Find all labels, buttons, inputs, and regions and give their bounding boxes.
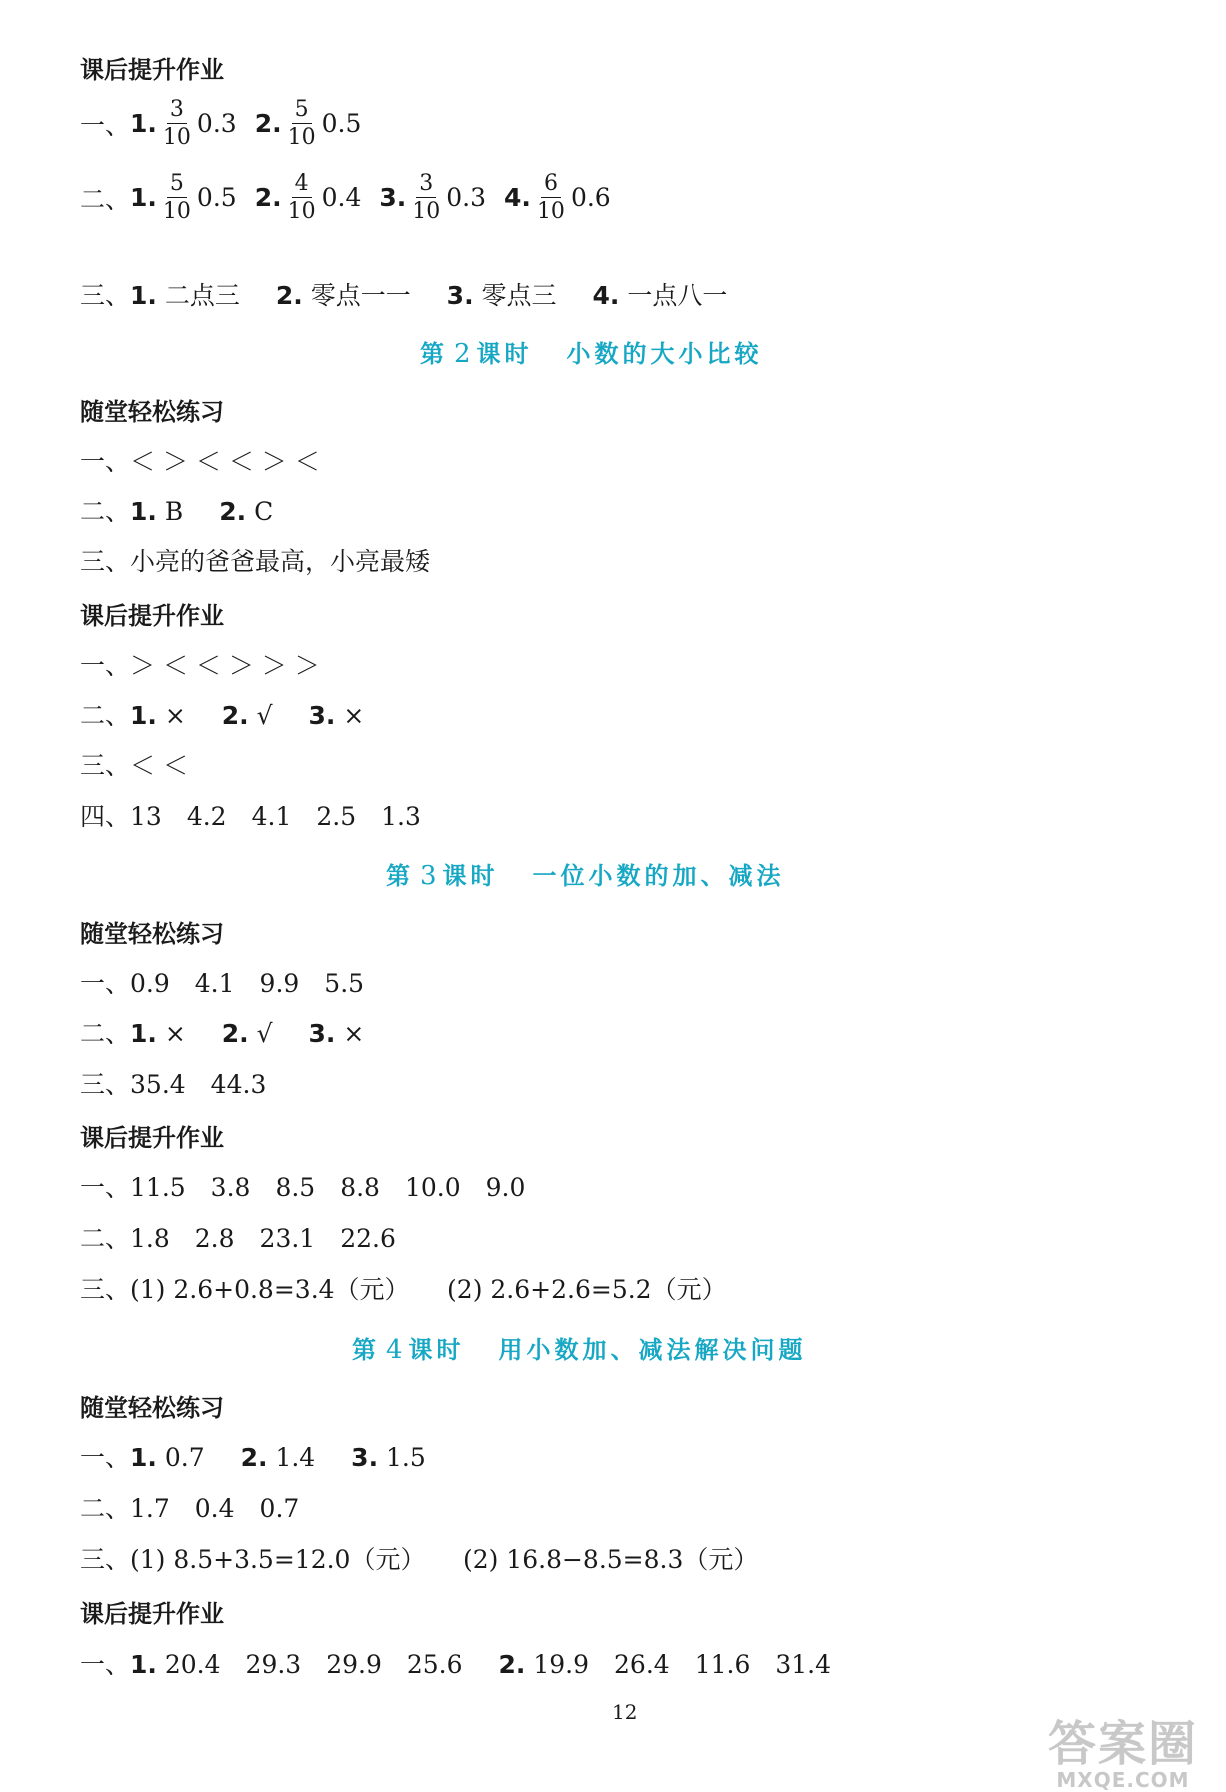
answer-row: 二、1.8 2.8 23.1 22.6 bbox=[80, 1224, 396, 1253]
answer-row: 一、0.9 4.1 9.9 5.5 bbox=[80, 969, 365, 998]
heading-kehou: 课后提升作业 bbox=[80, 56, 224, 84]
fraction: $\frac{3}{10}$ bbox=[412, 171, 441, 225]
heading-suitang: 随堂轻松练习 bbox=[80, 398, 224, 426]
answer-row: 二、 1. $\frac{5}{10}$ 0.5 2. $\frac{4}{10}$ 0.4 3. $\frac{3}{10}$ 0.3 4. $\frac{6}{10}$ 0.6 bbox=[80, 171, 611, 225]
answer-row: 三、1. 二点三 2. 零点一一 3. 零点三 4. 一点八一 bbox=[80, 281, 728, 310]
answer-row: 二、1. B 2. C bbox=[80, 497, 274, 526]
answer-row: 一、＜ ＞ ＜ ＜ ＞ ＜ bbox=[80, 447, 320, 476]
section-title: 第 4 课时 用小数加、减法解决问题 bbox=[352, 1335, 807, 1365]
watermark-logo: 答案圈 MXQE.COM bbox=[1047, 1716, 1198, 1792]
heading-suitang: 随堂轻松练习 bbox=[80, 920, 224, 948]
answer-row: 二、1. × 2. √ 3. × bbox=[80, 1019, 365, 1048]
heading-kehou: 课后提升作业 bbox=[80, 1600, 224, 1628]
answer-row: 三、35.4 44.3 bbox=[80, 1070, 267, 1099]
heading-kehou: 课后提升作业 bbox=[80, 1124, 224, 1152]
page-number: 12 bbox=[612, 1700, 638, 1724]
heading-kehou: 课后提升作业 bbox=[80, 602, 224, 630]
answer-row: 一、1. 0.7 2. 1.4 3. 1.5 bbox=[80, 1443, 426, 1472]
answer-row: 四、13 4.2 4.1 2.5 1.3 bbox=[80, 802, 421, 831]
fraction: $\frac{3}{10}$ bbox=[162, 97, 191, 151]
answer-row: 三、＜ ＜ bbox=[80, 751, 188, 780]
answer-row: 三、小亮的爸爸最高，小亮最矮 bbox=[80, 547, 431, 576]
heading-suitang: 随堂轻松练习 bbox=[80, 1394, 224, 1422]
answer-row: 一、＞ ＜ ＜ ＞ ＞ ＞ bbox=[80, 651, 320, 680]
section-title: 第 3 课时 一位小数的加、减法 bbox=[386, 861, 785, 891]
answer-row: 一、 1. $\frac{3}{10}$ 0.3 2. $\frac{5}{10}$ 0.5 bbox=[80, 97, 362, 151]
answer-row: 二、1.7 0.4 0.7 bbox=[80, 1494, 300, 1523]
fraction: $\frac{5}{10}$ bbox=[287, 97, 316, 151]
fraction: $\frac{6}{10}$ bbox=[536, 171, 565, 225]
answer-row: 一、11.5 3.8 8.5 8.8 10.0 9.0 bbox=[80, 1173, 526, 1202]
answer-row: 一、1. 20.4 29.3 29.9 25.6 2. 19.9 26.4 11.6 31.4 bbox=[80, 1650, 832, 1679]
answer-row: 三、(1) 8.5+3.5=12.0（元） (2) 16.8−8.5=8.3（元） bbox=[80, 1545, 759, 1574]
fraction: $\frac{4}{10}$ bbox=[287, 171, 316, 225]
answer-row: 二、1. × 2. √ 3. × bbox=[80, 701, 365, 730]
section-title: 第 2 课时 小数的大小比较 bbox=[420, 339, 763, 369]
fraction: $\frac{5}{10}$ bbox=[162, 171, 191, 225]
answer-row: 三、(1) 2.6+0.8=3.4（元） (2) 2.6+2.6=5.2（元） bbox=[80, 1275, 727, 1304]
